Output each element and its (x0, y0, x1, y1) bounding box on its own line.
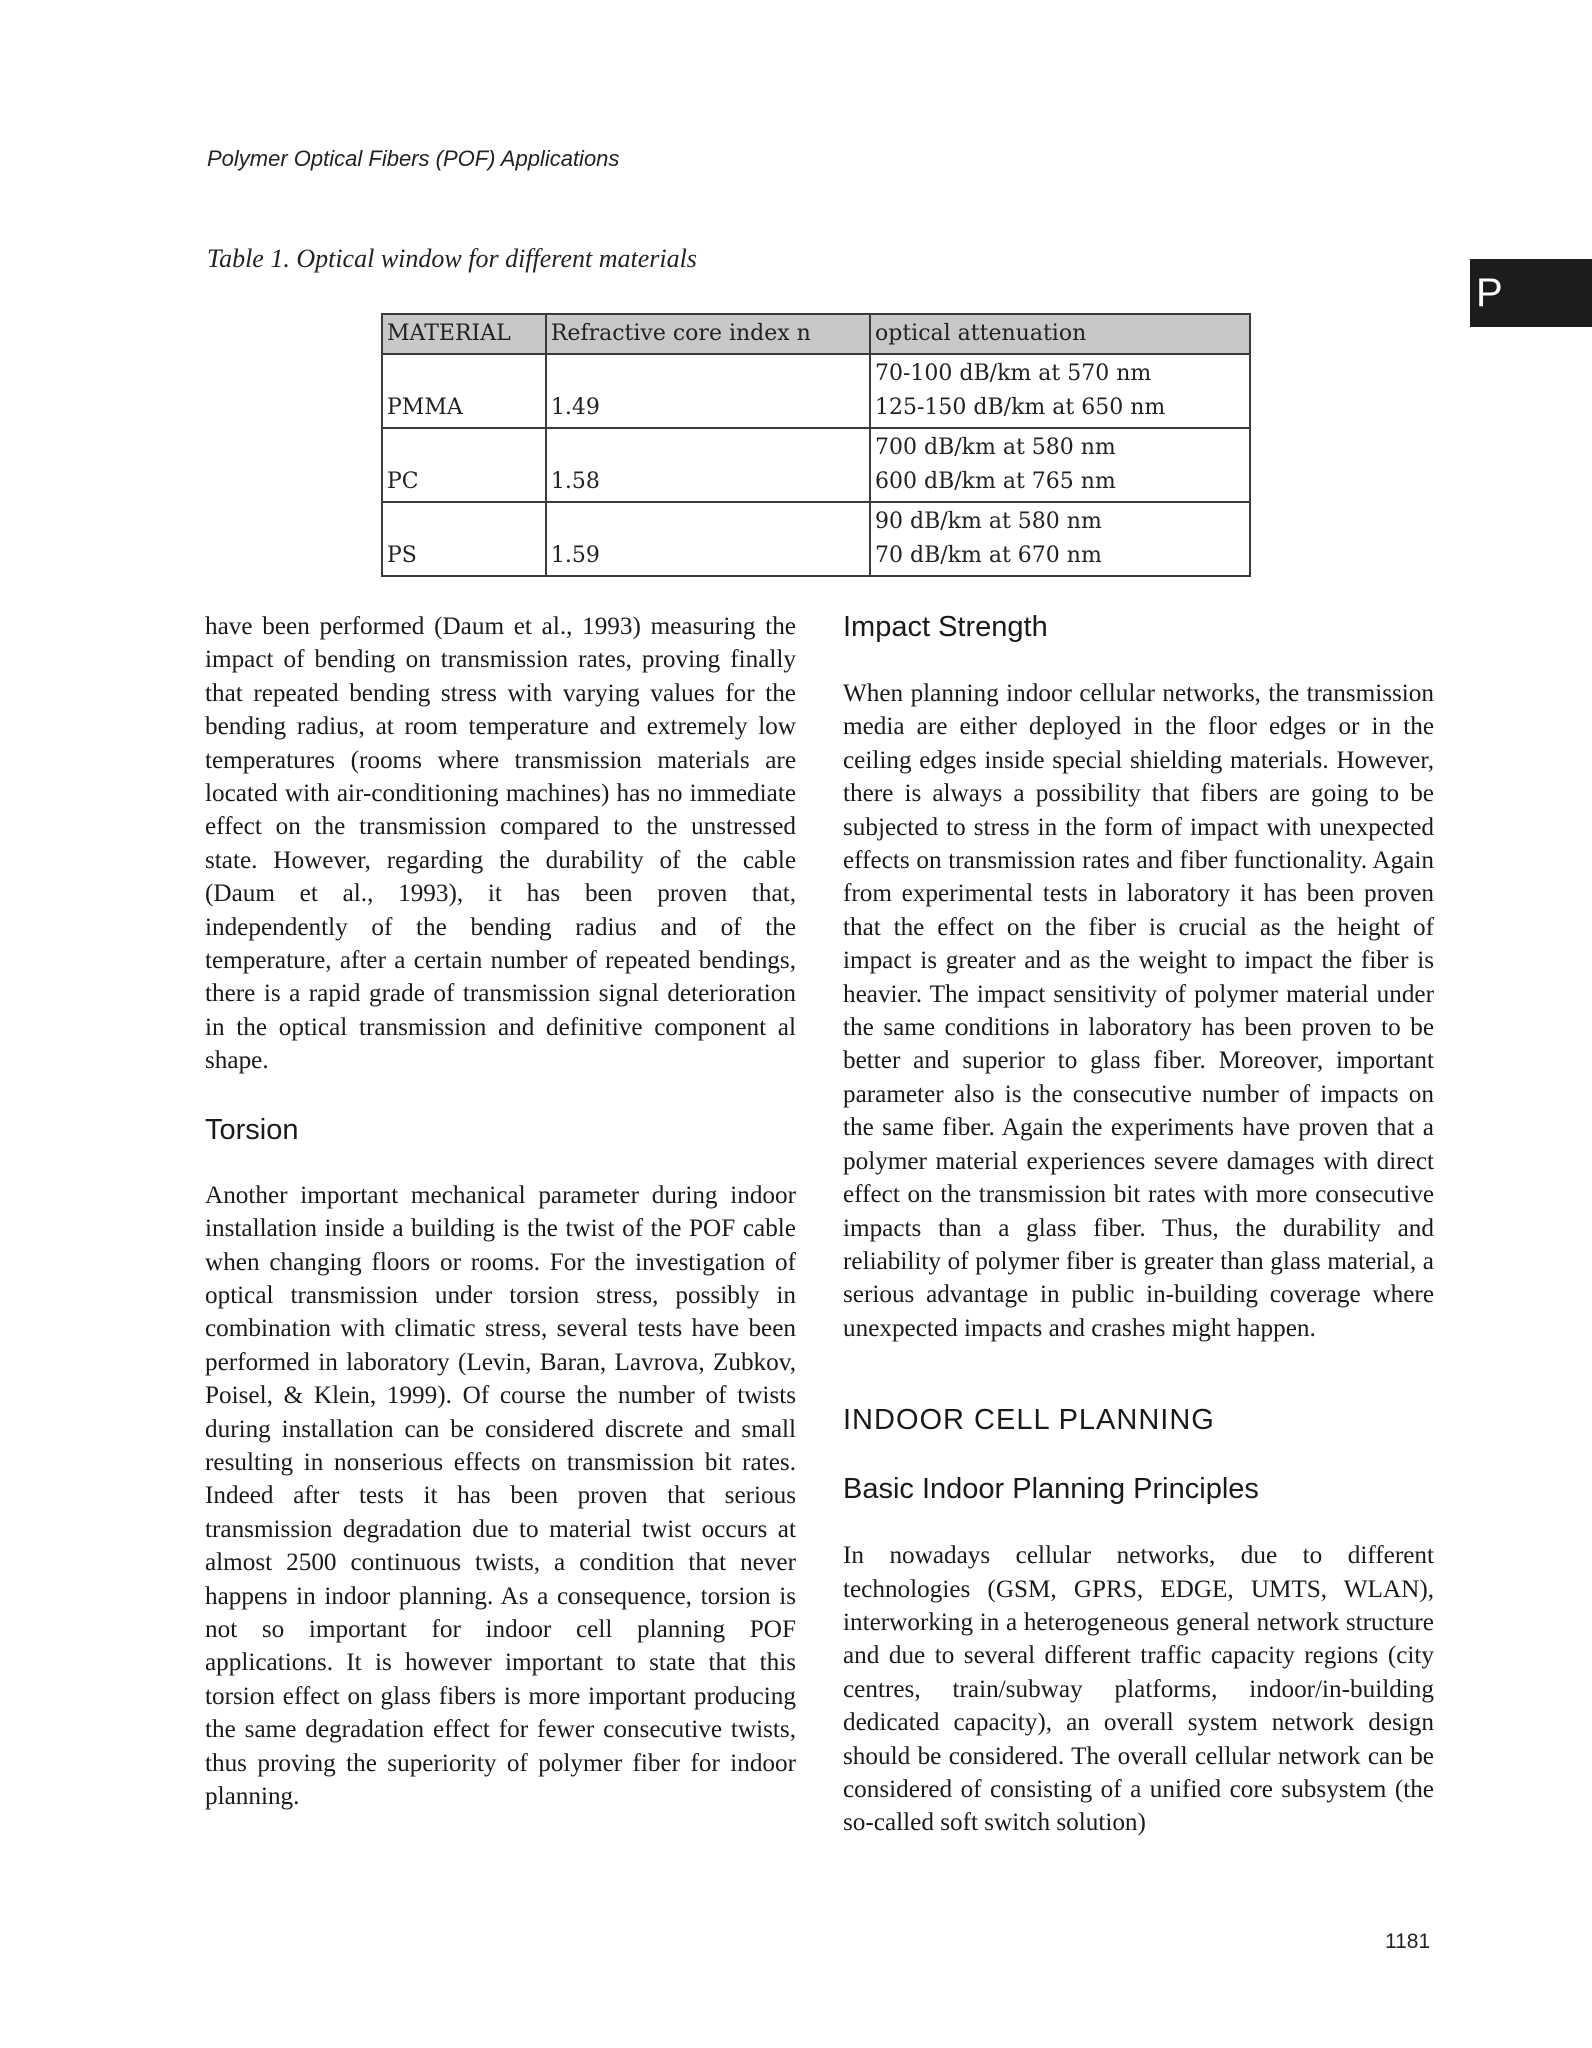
attenuation-line: 700 dB/km at 580 nm (875, 435, 1116, 460)
table-row (382, 354, 1250, 428)
running-head: Polymer Optical Fibers (POF) Applications (207, 146, 620, 171)
attenuation-line: 70-100 dB/km at 570 nm (875, 361, 1152, 386)
cell-attenuation (870, 428, 1250, 502)
cell-material: PC (382, 428, 546, 502)
impact-paragraph: When planning indoor cellular networks, the transmission media are either deployed in the floor edges or in the ceiling edges inside special shielding materials. However, there is always a possibility that fibers are going to be subjected to stress in the form of impact with unexpected effects on transmission rates and fiber functionality. Again from experimental tests in laboratory it has been proven that the effect on the fiber is crucial as the height of impact is greater and as the weight to impact the fiber is heavier. The impact sensitivity of polymer material under the same conditions in laboratory has been proven to be better and superior to glass fiber. Moreover, important parameter also is the consecutive number of impacts on the same fiber. Again the experiments have proven that a polymer material experiences severe damages with direct effect on the transmission bit rates with more consecutive impacts than a glass fiber. Thus, the durability and reliability of polymer fiber is greater than glass material, a serious advantage in public in-building coverage where unexpected impacts and crashes might happen. (843, 680, 1434, 1342)
impact-strength-heading: Impact Strength (843, 611, 1048, 643)
attenuation-line: 600 dB/km at 765 nm (875, 469, 1116, 494)
attenuation-line: 70 dB/km at 670 nm (875, 543, 1102, 568)
cell-attenuation (870, 502, 1250, 576)
header-refractive-index: Refractive core index n (546, 314, 870, 354)
torsion-heading: Torsion (205, 1113, 299, 1146)
page-number: 1181 (1385, 1930, 1431, 1953)
cell-material: PMMA (382, 354, 546, 428)
basic-principles-heading: Basic Indoor Planning Principles (843, 1473, 1259, 1506)
planning-paragraph: In nowadays cellular networks, due to different technologies (GSM, GPRS, EDGE, UMTS, WLAN), interworking in a heterogeneous general network structure and due to several different traffic capacity regions (city centres, train/subway platforms, indoor/in-building dedicated capacity), an overall system network design should be considered. The overall cellular network can be considered of consisting of a unified core subsystem (the so-called soft switch solution) (843, 1542, 1434, 1837)
cell-index: 1.59 (546, 502, 870, 576)
table-header-row (382, 314, 1250, 354)
table-caption: Table 1. Optical window for different materials (207, 244, 697, 273)
header-material: MATERIAL (382, 314, 546, 354)
indoor-cell-planning-heading: INDOOR CELL PLANNING (843, 1404, 1215, 1437)
right-column (843, 610, 1434, 1840)
cell-index: 1.58 (546, 428, 870, 502)
table-row (382, 428, 1250, 502)
bending-paragraph: have been performed (Daum et al., 1993) measuring the impact of bending on transmission rates, proving finally that repeated bending stress with varying values for the bending radius, at room temperature and extremely low temperatures (rooms where transmission materials are located with air-conditioning machines) has no immediate effect on the transmission compared to the unstressed state. However, regarding the durability of the cable (Daum et al., 1993), it has been proven that, independently of the bending radius and of the temperature, after a certain number of repeated bendings, there is a rapid grade of transmission signal deterioration in the optical transmission and definitive component al shape. (205, 613, 796, 1075)
optical-window-table (381, 313, 1251, 577)
cell-material: PS (382, 502, 546, 576)
header-optical-attenuation: optical attenuation (870, 314, 1250, 354)
table-row (382, 502, 1250, 576)
cell-index: 1.49 (546, 354, 870, 428)
torsion-paragraph: Another important mechanical parameter during indoor installation inside a building is the twist of the POF cable when changing floors or rooms. For the investigation of optical transmission under torsion stress, possibly in combination with climatic stress, several tests have been performed in laboratory (Levin, Baran, Lavrova, Zubkov, Poisel, & Klein, 1999). Of course the number of twists during installation can be considered discrete and small resulting in nonserious effects on transmission bit rates. Indeed after tests it has been proven that serious transmission degradation due to material twist occurs at almost 2500 continuous twists, a condition that never happens in indoor planning. As a consequence, torsion is not so important for indoor cell planning POF applications. It is however important to state that this torsion effect on glass fibers is more important producing the same degradation effect for fewer consecutive twists, thus proving the superiority of polymer fiber for indoor planning. (205, 1181, 796, 1810)
cell-attenuation (870, 354, 1250, 428)
left-column (205, 610, 796, 1813)
attenuation-line: 125-150 dB/km at 650 nm (875, 395, 1166, 420)
section-letter-tab: P (1470, 259, 1592, 327)
attenuation-line: 90 dB/km at 580 nm (875, 509, 1102, 534)
